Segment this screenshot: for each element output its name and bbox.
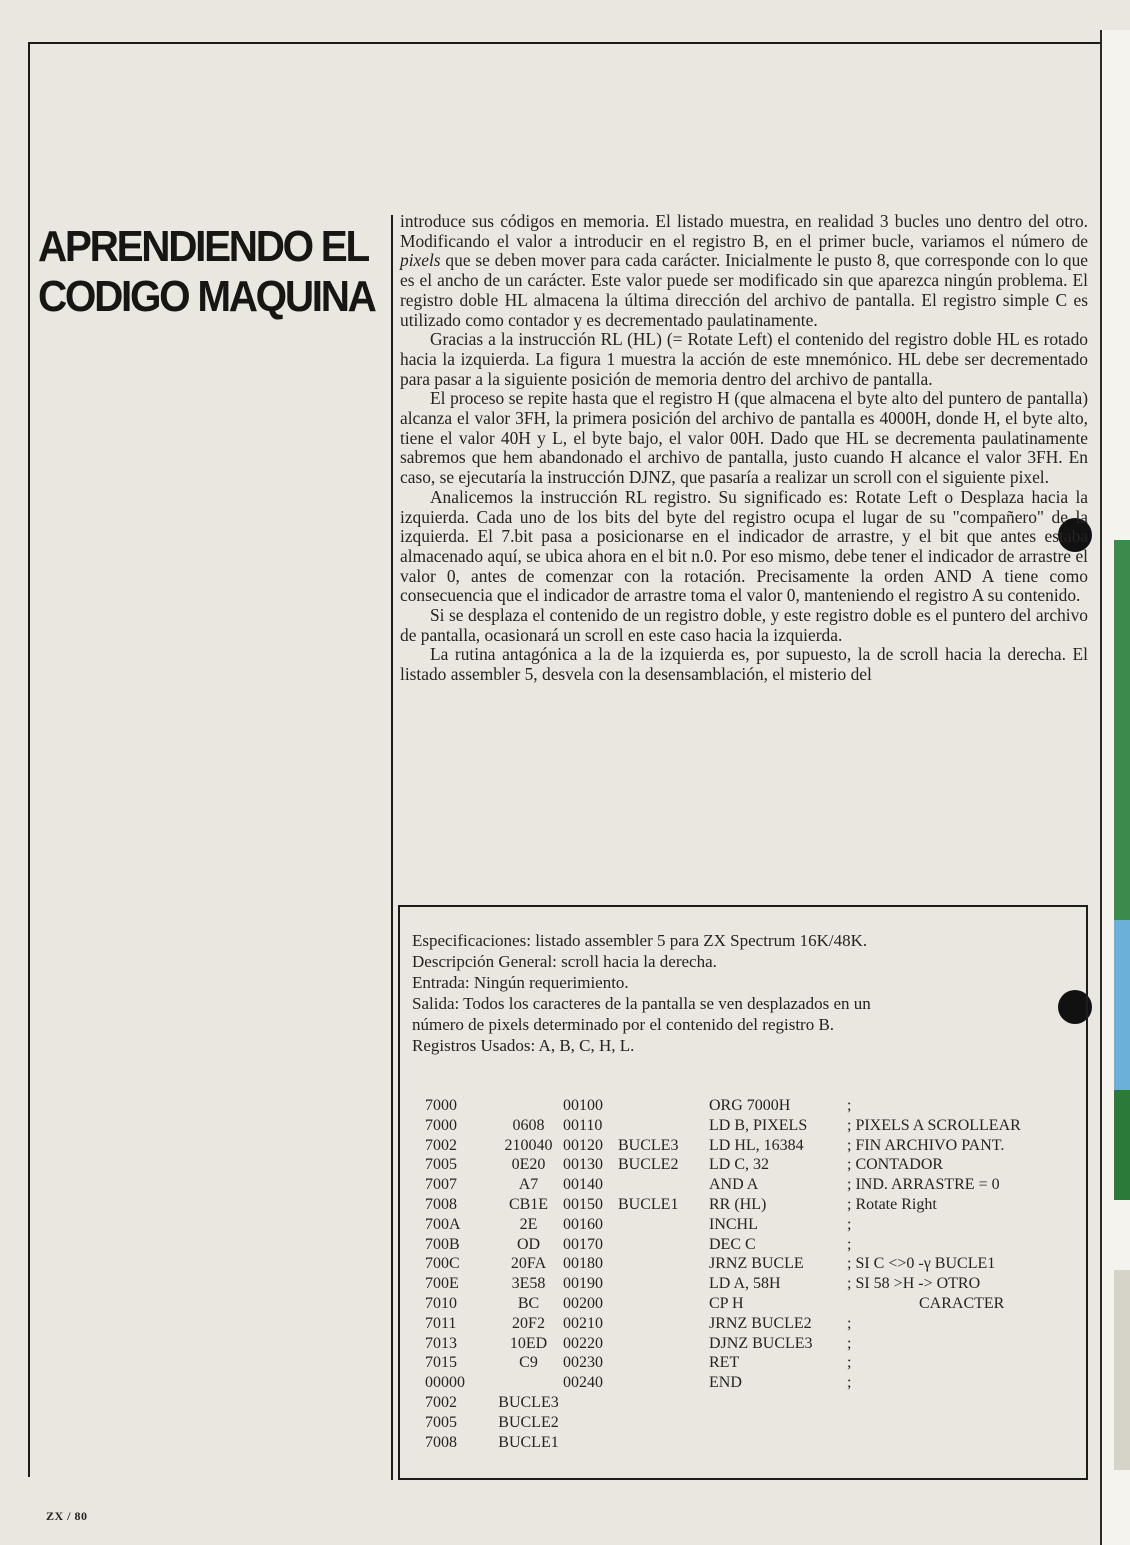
paragraph: El proceso se repite hasta que el registro H (que almacena el byte alto del puntero de pantalla) alcanza el valor 3FH, la primera posición del archivo de pantalla es 4000H, donde H, el byte alto, tiene el valor 40H y L, el byte bajo, el valor 00H. Dado que HL se decrementa paulatinamente sabremos que hem abandonado el archivo de pantalla, justo cuando H alcance el valor 3FH. En caso, se ejecutaría la instrucción DJNZ, que pasaría a realizar un scroll con el siguiente pixel. xyxy=(400,388,1088,488)
listing-instr: AND A xyxy=(709,1176,759,1194)
listing-instr: LD HL, 16384 xyxy=(709,1136,804,1154)
listing-comment: ; xyxy=(847,1374,852,1392)
text-run: introduce sus códigos en memoria. El listado muestra, en realidad 3 bucles uno dentro del otro. Modificando el valor a introducir en el registro B, en el primer bucle, variamos el número de xyxy=(400,211,1088,251)
listing-addr: 700A xyxy=(425,1215,461,1233)
listing-line: 00220 xyxy=(563,1334,603,1352)
listing-comment: ; xyxy=(847,1314,852,1332)
listing-comment: ; xyxy=(847,1354,852,1372)
left-rule xyxy=(28,42,30,1477)
listing-instr: JRNZ BUCLE2 xyxy=(709,1314,812,1332)
listing-code: A7 xyxy=(518,1176,539,1194)
adjacent-page-edge xyxy=(1100,30,1130,1545)
listing-instr: ORG 7000H xyxy=(709,1097,791,1114)
listing-code: CB1E xyxy=(508,1195,549,1213)
spec-line: Registros Usados: A, B, C, H, L. xyxy=(412,1036,635,1055)
title-line: APRENDIENDO EL xyxy=(38,222,368,271)
grey-stripe xyxy=(1114,1270,1130,1470)
listing-addr: 700B xyxy=(425,1235,460,1253)
listing-code: BUCLE1 xyxy=(498,1433,559,1451)
listing-instr: JRNZ BUCLE xyxy=(709,1255,804,1273)
column-rule xyxy=(391,215,393,1480)
listing-addr: 7005 xyxy=(425,1413,457,1431)
listing-comment: ; IND. ARRASTRE = 0 xyxy=(847,1176,1000,1194)
listing-line: 00180 xyxy=(563,1255,603,1273)
listing-addr: 700C xyxy=(425,1255,460,1273)
listing-line: 00190 xyxy=(563,1275,603,1293)
listing-line: 00160 xyxy=(563,1215,603,1233)
listing-line: 00230 xyxy=(563,1354,603,1372)
listing-addr: 7015 xyxy=(425,1354,457,1372)
spec-line: Entrada: Ningún requerimiento. xyxy=(412,973,629,992)
listing-line: 00100 xyxy=(563,1097,603,1114)
listing-label: BUCLE3 xyxy=(618,1136,679,1154)
listing-comment: ; SI 58 >H -> OTRO xyxy=(847,1275,981,1293)
listing-comment: ; CONTADOR xyxy=(847,1156,944,1174)
listing-comment: ; xyxy=(847,1215,852,1233)
listing-comment: ; Rotate Right xyxy=(847,1195,937,1213)
listing-code: BUCLE2 xyxy=(498,1413,559,1431)
listing-instr: DEC C xyxy=(709,1235,756,1253)
listing-code: OD xyxy=(516,1235,541,1253)
listing-instr: RET xyxy=(709,1354,740,1372)
listing-code: 10ED xyxy=(509,1334,548,1352)
paragraph: Gracias a la instrucción RL (HL) (= Rotate Left) el contenido del registro doble HL es rotado hacia la izquierda. La figura 1 muestra la acción de este mnemónico. HL debe ser decrementado para pasar a la siguiente posición de memoria dentro del archivo de pantalla. xyxy=(400,329,1088,389)
listing-line: 00120 xyxy=(563,1136,603,1154)
listing-comment: ; xyxy=(847,1235,852,1253)
listing-addr: 7000 xyxy=(425,1116,457,1134)
listing-comment: ; SI C <>0 -γ BUCLE1 xyxy=(847,1255,996,1273)
listing-line: 00200 xyxy=(563,1294,603,1312)
listing-instr: CP H xyxy=(709,1294,744,1312)
page-number: ZX / 80 xyxy=(46,1509,88,1523)
listing-line: 00140 xyxy=(563,1176,603,1194)
paragraph: Si se desplaza el contenido de un registro doble, y este registro doble es el puntero del archivo de pantalla, ocasionará un scroll en este caso hacia la izquierda. xyxy=(400,605,1088,645)
listing-instr: LD C, 32 xyxy=(709,1156,769,1174)
listing-line: 00130 xyxy=(563,1156,603,1174)
listing-comment: ; FIN ARCHIVO PANT. xyxy=(847,1136,1005,1154)
listing-instr: LD A, 58H xyxy=(709,1275,781,1293)
article-body xyxy=(400,212,1088,685)
listing-code: BC xyxy=(517,1294,540,1312)
listing-code: BUCLE3 xyxy=(498,1393,559,1411)
listing-code: 0E20 xyxy=(511,1156,546,1174)
listing-line: 00210 xyxy=(563,1314,603,1332)
text-run: que se deben mover para cada carácter. Inicialmente le pusto 8, que corresponde con lo que es el ancho de un carácter. Este valor puede ser modificado sin que aparezca ningún problema. El registro doble HL almacena la última dirección del archivo de pantalla. El registro simple C es utilizado como contador y es decrementado paulatinamente. xyxy=(400,250,1088,330)
listing-instr: DJNZ BUCLE3 xyxy=(709,1334,813,1352)
listing-code: 3E58 xyxy=(511,1275,546,1293)
listing-code: 210040 xyxy=(504,1136,553,1154)
listing-addr: 7005 xyxy=(425,1156,457,1174)
green-stripe xyxy=(1114,540,1130,920)
listing-addr: 00000 xyxy=(425,1374,465,1392)
paragraph: Analicemos la instrucción RL registro. Su significado es: Rotate Left o Desplaza hacia la izquierda. Cada uno de los bits del byte del registro ocupa el lugar de su "compañero" de la izquierda. El 7.bit pasa a posicionarse en el indicador de arrastre, y el bit que antes estaba almacenado aquí, se ubica ahora en el bit n.0. Por eso mismo, debe tener el indicador de arrastre el valor 0, antes de comenzar con la rotación. Precisamente la orden AND A tiene como consecuencia que el indicador de arrastre toma el valor 0, manteniendo el registro A su contenido. xyxy=(400,486,1088,606)
listing-line: 00150 xyxy=(563,1195,603,1213)
listing-code: 20F2 xyxy=(512,1314,545,1332)
listing-code: C9 xyxy=(519,1354,538,1372)
listing-instr: INCHL xyxy=(709,1215,758,1233)
listing-line: 00170 xyxy=(563,1235,603,1253)
listing-instr: RR (HL) xyxy=(709,1195,767,1213)
listing-label: BUCLE2 xyxy=(618,1156,679,1174)
listing-comment: ; PIXELS A SCROLLEAR xyxy=(847,1116,1021,1134)
listing-addr: 7007 xyxy=(425,1176,457,1194)
listing-addr: 7000 xyxy=(425,1097,457,1114)
listing-comment: ; xyxy=(847,1097,852,1114)
listing-comment: CARACTER xyxy=(847,1294,1005,1312)
listing-addr: 7002 xyxy=(425,1136,457,1154)
listing-label: BUCLE1 xyxy=(618,1195,679,1213)
paragraph xyxy=(400,212,1088,330)
spec-line: número de pixels determinado por el contenido del registro B. xyxy=(412,1015,835,1034)
spec-line: Descripción General: scroll hacia la derecha. xyxy=(412,952,717,971)
listing-addr: 7008 xyxy=(425,1195,457,1213)
listing-code: 0608 xyxy=(512,1116,545,1134)
paragraph: La rutina antagónica a la de la izquierda es, por supuesto, la de scroll hacia la derecha. El listado assembler 5, desvela con la desensamblación, el misterio del xyxy=(400,644,1088,685)
listing-instr: LD B, PIXELS xyxy=(709,1116,808,1134)
spec-line: Especificaciones: listado assembler 5 para ZX Spectrum 16K/48K. xyxy=(412,931,868,950)
listing-line: 00240 xyxy=(563,1374,603,1392)
listing-addr: 7013 xyxy=(425,1334,457,1352)
listing-addr: 7002 xyxy=(425,1393,457,1411)
listing-addr: 7010 xyxy=(425,1294,457,1312)
blue-stripe xyxy=(1114,920,1130,1090)
spec-block xyxy=(412,930,1082,1056)
article-title xyxy=(38,222,375,322)
listing-addr: 7008 xyxy=(425,1433,457,1451)
italic-run: pixels xyxy=(400,250,441,271)
listing-code: 2E xyxy=(519,1215,538,1233)
listing-addr: 700E xyxy=(425,1275,459,1293)
listing-addr: 7011 xyxy=(425,1314,457,1332)
top-rule xyxy=(28,42,1100,44)
listing-line: 00110 xyxy=(563,1116,603,1134)
listing-instr: END xyxy=(709,1374,742,1392)
listing-code: 20FA xyxy=(510,1255,547,1273)
listing-comment: ; xyxy=(847,1334,852,1352)
title-line: CODIGO MAQUINA xyxy=(38,272,375,321)
spec-line: Salida: Todos los caracteres de la pantalla se ven desplazados en un xyxy=(412,994,871,1013)
green-stripe xyxy=(1114,1090,1130,1200)
